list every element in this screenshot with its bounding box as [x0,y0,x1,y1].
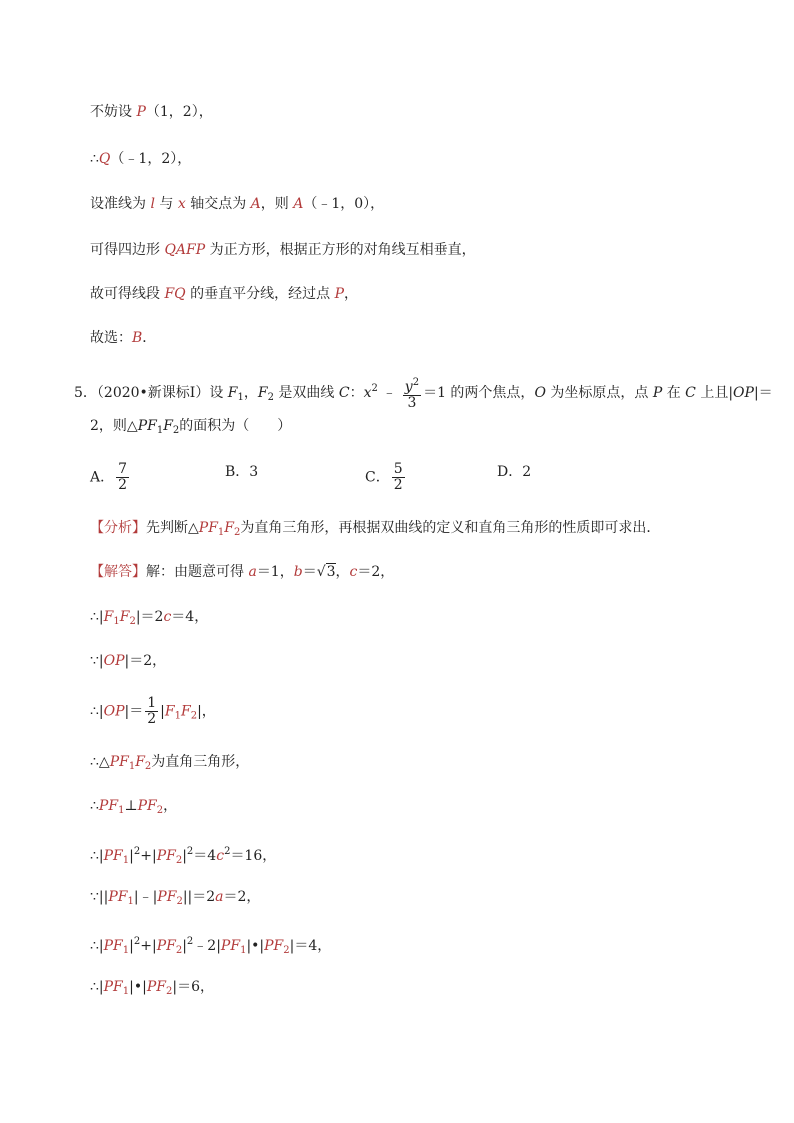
analysis-tag: 【分析】 [90,520,146,536]
option-c: C． $\frac{5}{2}$ [365,461,403,493]
solution-step-8: $\therefore|PF_1|^2+|PF_2|^2﹣2|PF_1|•|PF_2|=4$， [90,936,332,956]
text-line-1: 不妨设 P（1，2）， [90,104,213,120]
option-d: D．2 [497,464,532,480]
solution-step-7: $\because||PF_1|﹣|PF_2||=2a=2$， [90,889,261,907]
solution-intro: 【解答】解：由题意可得 a＝1，b＝√3，c＝2， [90,564,395,580]
option-b: B．3 [225,464,259,480]
solution-step-9: $\therefore|PF_1|•|PF_2|=6$， [90,979,214,997]
solution-tag: 【解答】 [90,564,146,580]
text-line-4: 可得四边形 QAFP 为正方形，根据正方形的对角线互相垂直， [90,242,476,258]
option-a: A． $\frac{7}{2}$ [90,461,128,493]
text-line-3: 设准线为 l 与 x 轴交点为 A，则 A（﹣1，0）， [90,196,385,212]
text-line-6: 故选：B． [90,330,157,346]
solution-step-1: $\therefore|F_1F_2|=2c=4$， [90,609,209,627]
problem-statement-line-2: 2，则$\triangle PF_1F_2$的面积为（ ） [90,418,292,436]
text-line-5: 故可得线段 FQ 的垂直平分线，经过点 P， [90,286,358,302]
solution-step-2: ∵|OP|＝2， [90,653,167,669]
solution-step-6: $\therefore|PF_1|^2+|PF_2|^2=4c^2=16$， [90,846,277,866]
solution-step-5: $\therefore PF_1\perp PF_2$， [90,798,178,816]
text-line-2: ∴Q（﹣1，2）， [90,151,192,167]
solution-step-3: ∴|OP|＝ $\frac{1}{2}$ $|F_1F_2|$， [90,695,216,727]
problem-statement-line-1: 5．（2020•新课标Ⅰ）设 $F_1$，$F_2$ 是双曲线 C：$x^2$ ﹣ $\frac{y^2}{3}$ ＝1 的两个焦点，O 为坐标原点，点 P 在 C 上且|OP|＝ [74,377,773,411]
solution-step-4: $\therefore\triangle PF_1F_2$为直角三角形， [90,754,250,772]
analysis-line: 【分析】先判断$\triangle PF_1F_2$为直角三角形，再根据双曲线的定义和直角三角形的性质即可求出． [90,520,661,538]
